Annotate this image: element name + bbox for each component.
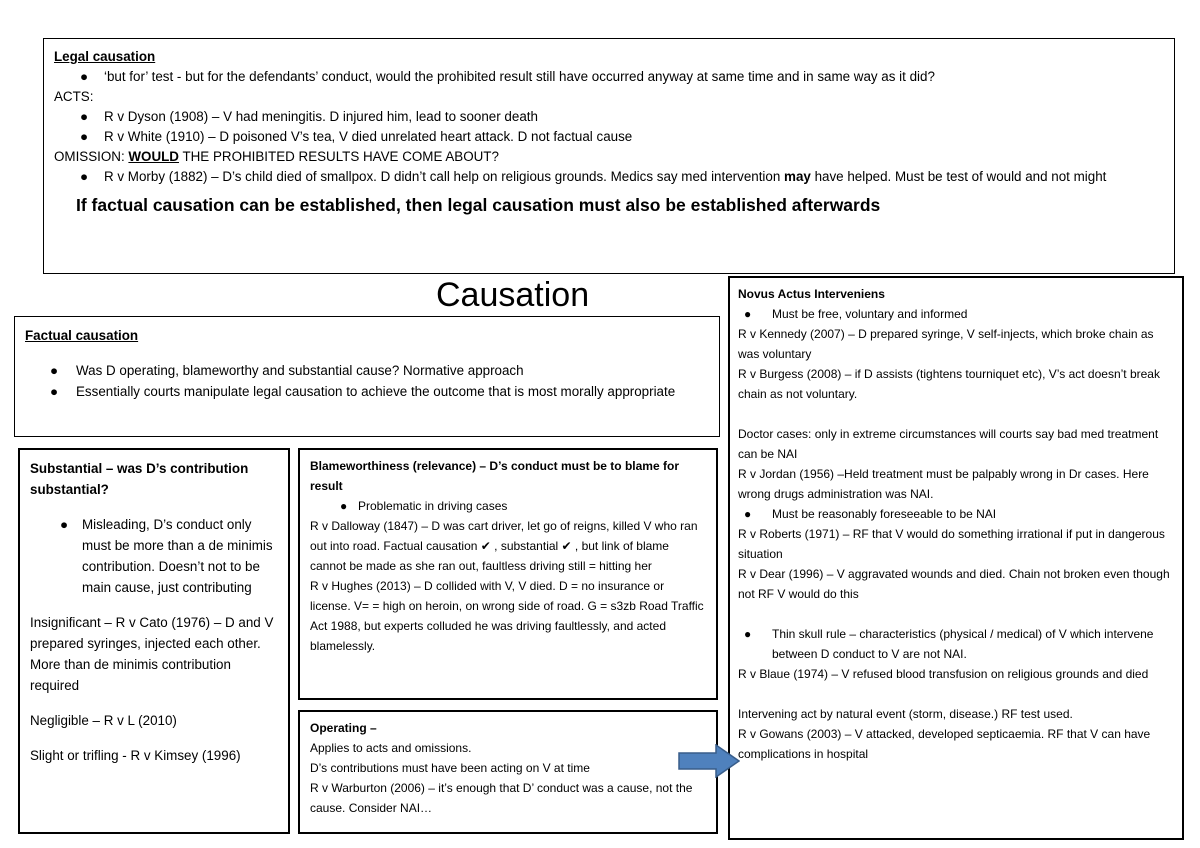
novus-actus-box	[728, 276, 1184, 840]
blameworthiness-list	[310, 496, 706, 516]
bullet-icon: ●	[50, 363, 59, 378]
kennedy-text: R v Kennedy (2007) – D prepared syringe, V self-injects, which broke chain as was voluntary	[738, 327, 1154, 361]
natural-event-text: Intervening act by natural event (storm, disease.) RF test used.	[738, 707, 1073, 721]
right-arrow-icon	[678, 744, 740, 778]
list-item: ● Essentially courts manipulate legal causation to achieve the outcome that is most morally appropriate	[25, 381, 709, 402]
but-for-list	[54, 67, 1164, 87]
list-item: ● Misleading, D’s conduct only must be more than a de minimis contribution. Doesn’t not to be main cause, just contributing	[30, 514, 278, 598]
blameworthiness-heading: Blameworthiness (relevance) – D’s conduct must be to blame for result	[310, 459, 679, 493]
gowans-text: R v Gowans (2003) – V attacked, developed septicaemia. RF that V can have complications in hospital	[738, 727, 1151, 761]
jordan-text: R v Jordan (1956) –Held treatment must be palpably wrong in Dr cases. Here wrong drugs administration was NAI.	[738, 467, 1149, 501]
legal-causation-box	[43, 38, 1175, 274]
arrow-shape	[679, 745, 739, 777]
bullet-icon: ●	[80, 109, 89, 124]
operating-line-3: R v Warburton (2006) – it’s enough that D’ conduct was a cause, not the cause. Consider NAI…	[310, 781, 693, 815]
novus-actus-heading: Novus Actus Interveniens	[738, 287, 885, 301]
bullet-icon: ●	[744, 507, 752, 521]
bullet-icon: ●	[80, 129, 89, 144]
spacer	[738, 604, 1174, 624]
legal-causation-statement: If factual causation can be established, then legal causation must also be established afterwards	[76, 195, 881, 215]
acts-list	[54, 107, 1164, 147]
slight-text: Slight or trifling - R v Kimsey (1996)	[30, 748, 241, 763]
burgess-text: R v Burgess (2008) – if D assists (tightens tourniquet etc), V’s act doesn’t break chain as not voluntary.	[738, 367, 1160, 401]
acts-label: ACTS:	[54, 89, 94, 104]
bullet-icon: ●	[744, 627, 752, 641]
list-item: ● Thin skull rule – characteristics (physical / medical) of V which intervene between D conduct to V are not NAI.	[738, 624, 1174, 664]
operating-heading: Operating –	[310, 721, 377, 735]
bullet-icon: ●	[50, 384, 59, 399]
bullet-icon: ●	[80, 69, 89, 84]
operating-box	[298, 710, 718, 834]
negligible-text: Negligible – R v L (2010)	[30, 713, 177, 728]
operating-line-2: D’s contributions must have been acting on V at time	[310, 761, 590, 775]
list-item: ● ‘but for’ test - but for the defendants’ conduct, would the prohibited result still have occurred anyway at same time and in same way as it did?	[54, 67, 1164, 87]
omission-line: OMISSION: WOULD THE PROHIBITED RESULTS HAVE COME ABOUT?	[54, 149, 499, 164]
novus-list-1	[738, 304, 1174, 324]
omission-list	[54, 167, 1164, 187]
substantial-box	[18, 448, 290, 834]
blaue-text: R v Blaue (1974) – V refused blood transfusion on religious grounds and died	[738, 667, 1149, 681]
insignificant-text: Insignificant – R v Cato (1976) – D and V prepared syringes, injected each other. More than de minimis contribution required	[30, 615, 274, 693]
substantial-heading: Substantial – was D’s contribution substantial?	[30, 461, 249, 497]
list-item: ● Must be free, voluntary and informed	[738, 304, 1174, 324]
list-item: ● Must be reasonably foreseeable to be NAI	[738, 504, 1174, 524]
list-item: ● R v Morby (1882) – D’s child died of smallpox. D didn’t call help on religious grounds. Medics say med intervention may have helped. Must be test of would and not might	[54, 167, 1164, 187]
hughes-text: R v Hughes (2013) – D collided with V, V died. D = no insurance or license. V= = high on heroin, on wrong side of road. G = s3zb Road Traffic Act 1988, but experts colluded he was driving faultlessly, and acted blamelessly.	[310, 579, 704, 653]
factual-causation-heading: Factual causation	[25, 328, 139, 343]
novus-list-2	[738, 504, 1174, 524]
bullet-icon: ●	[60, 517, 69, 532]
doctor-cases-text: Doctor cases: only in extreme circumstances will courts say bad med treatment can be NAI	[738, 427, 1159, 461]
bullet-icon: ●	[744, 307, 752, 321]
dear-text: R v Dear (1996) – V aggravated wounds and died. Chain not broken even though not RF V would do this	[738, 567, 1170, 601]
legal-causation-heading: Legal causation	[54, 49, 156, 64]
bullet-icon: ●	[340, 499, 348, 513]
page-title: Causation	[436, 276, 590, 314]
blameworthiness-box	[298, 448, 718, 700]
list-item: ● R v Dyson (1908) – V had meningitis. D injured him, lead to sooner death	[54, 107, 1164, 127]
dalloway-text: R v Dalloway (1847) – D was cart driver, let go of reigns, killed V who ran out into road. Factual causation ✔ , substantial ✔ , but link of blame cannot be made as she ran out, faultless driving still = hitting her	[310, 519, 698, 573]
bullet-icon: ●	[80, 169, 89, 184]
list-item: ● Was D operating, blameworthy and substantial cause? Normative approach	[25, 360, 709, 381]
substantial-list	[30, 514, 278, 598]
factual-causation-box	[14, 316, 720, 437]
list-item: ● Problematic in driving cases	[310, 496, 706, 516]
novus-list-3	[738, 624, 1174, 664]
spacer	[738, 684, 1174, 704]
operating-line-1: Applies to acts and omissions.	[310, 741, 472, 755]
spacer	[738, 404, 1174, 424]
roberts-text: R v Roberts (1971) – RF that V would do something irrational if put in dangerous situation	[738, 527, 1165, 561]
list-item: ● R v White (1910) – D poisoned V’s tea, V died unrelated heart attack. D not factual cause	[54, 127, 1164, 147]
factual-list	[25, 360, 709, 402]
